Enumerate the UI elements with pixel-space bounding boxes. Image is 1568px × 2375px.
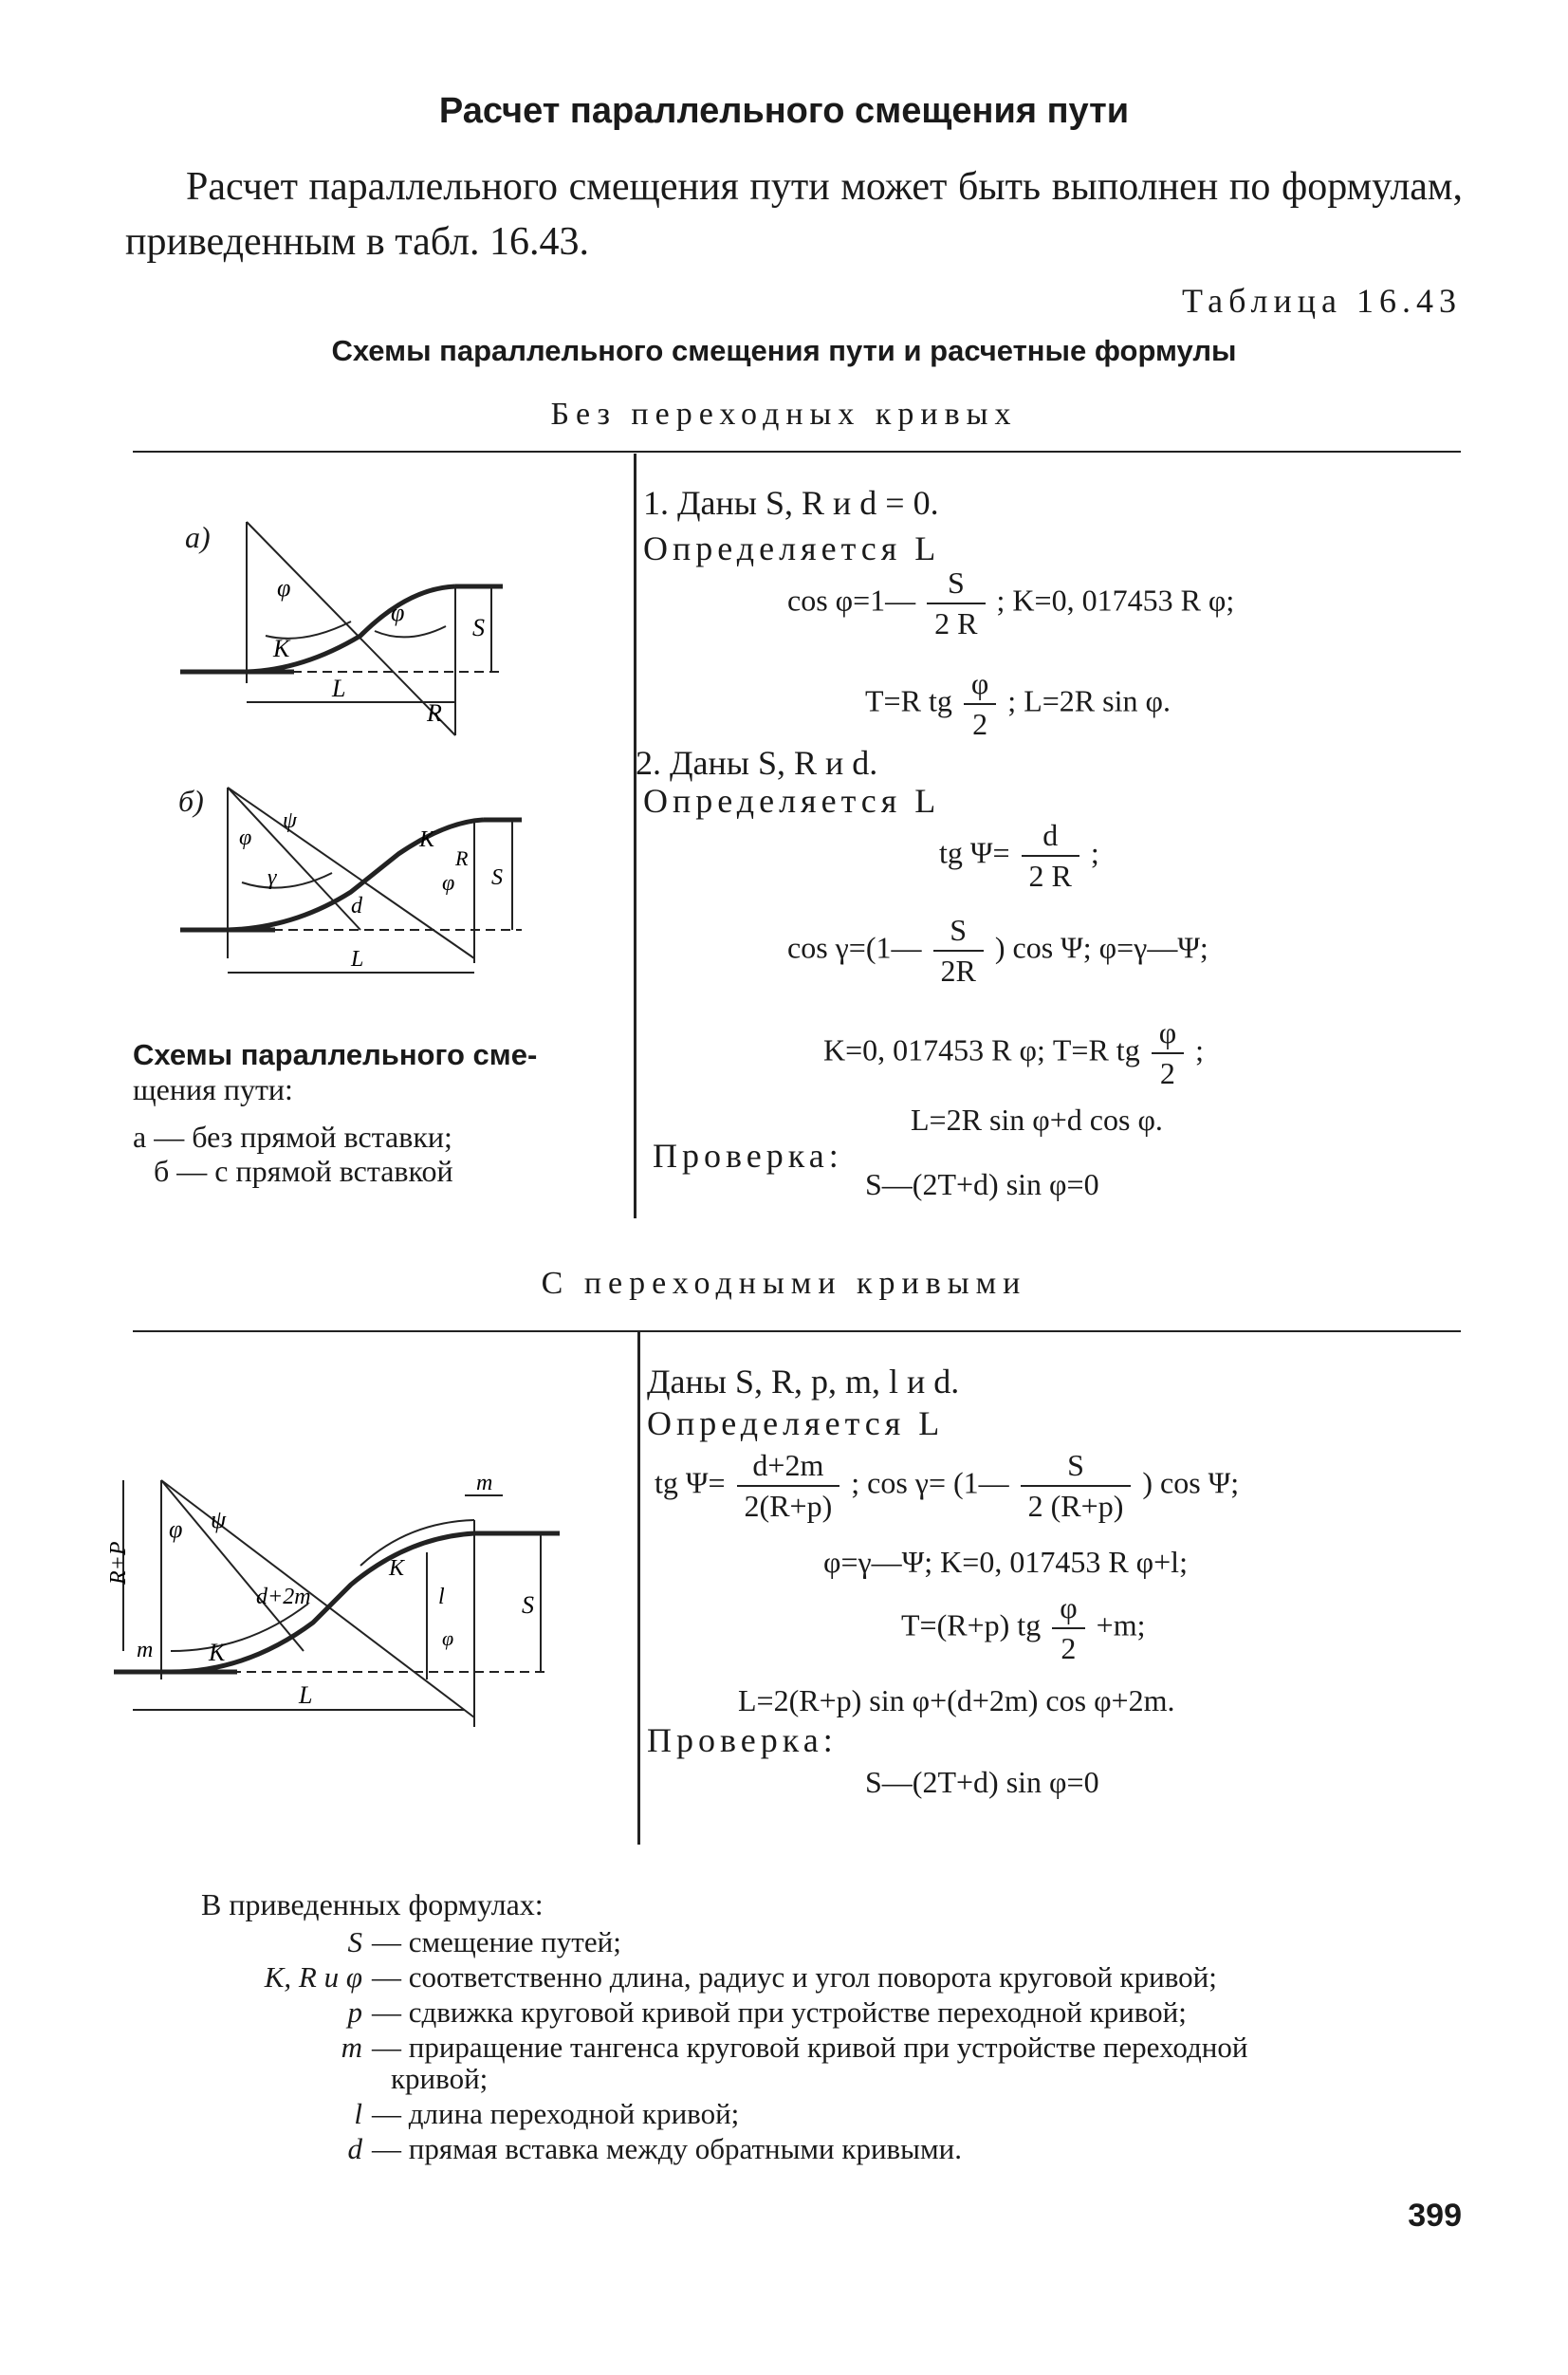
schemes-caption-rest: щения пути:	[133, 1072, 293, 1106]
case2-given: 2. Даны S, R и d.	[636, 744, 878, 782]
fig-a-L: L	[332, 675, 346, 702]
fig-b-S: S	[491, 865, 503, 890]
fig-c-phi-2: φ	[442, 1626, 454, 1650]
case2-f3-left: K=0, 017453 R φ; T=R tg	[823, 1032, 1140, 1067]
case1-find: Определяется L	[643, 529, 941, 567]
fig-c-d2m: d+2m	[256, 1585, 311, 1609]
fig-b-phi: φ	[239, 826, 252, 850]
s2-f3-right: +m;	[1096, 1607, 1146, 1642]
section1-top-rule	[133, 451, 1461, 453]
fig-a-phi-2: φ	[391, 599, 405, 626]
case1-f2-right: ; L=2R sin φ.	[1007, 683, 1171, 718]
s2-f3-left: T=(R+p) tg	[901, 1607, 1042, 1642]
s2-f3-frac: $\frac{\varphi}{2}$	[1052, 1590, 1084, 1666]
case2-check-formula: S—(2T+d) sin φ=0	[865, 1167, 1099, 1201]
s2-f1-right: ) cos Ψ;	[1142, 1465, 1240, 1500]
figure-b-diagram	[171, 778, 569, 996]
case1-f2-left: T=R tg	[865, 683, 952, 718]
figure-a-diagram	[171, 503, 569, 759]
case2-formula-2	[787, 913, 1208, 989]
fig-a-phi-1: φ	[277, 574, 291, 602]
case1-f1-left: cos φ=1—	[787, 583, 916, 618]
s2-formula-3	[901, 1590, 1145, 1666]
fig-a-label: а)	[185, 520, 211, 554]
section2-top-rule	[133, 1330, 1461, 1332]
s2-formula-2: φ=γ—Ψ; K=0, 017453 R φ+l;	[823, 1545, 1188, 1579]
schemes-caption-bold: Схемы параллельного сме-	[133, 1038, 538, 1071]
page-title: Расчет параллельного смещения пути	[438, 91, 1130, 131]
s2-find: Определяется L	[647, 1404, 945, 1442]
fig-b-d: d	[351, 894, 362, 918]
case2-check-label: Проверка:	[653, 1137, 843, 1175]
fig-c-K-right: K	[389, 1556, 405, 1581]
section2-divider	[637, 1332, 640, 1845]
section2-heading: С переходными кривыми	[541, 1266, 1027, 1301]
fig-c-S: S	[522, 1591, 534, 1619]
s2-given: Даны S, R, p, m, l и d.	[647, 1363, 960, 1401]
case2-formula-3	[823, 1015, 1204, 1091]
fig-b-phi-2: φ	[442, 871, 455, 896]
fig-b-gamma: γ	[267, 865, 277, 890]
s2-check-label: Проверка:	[647, 1721, 838, 1759]
table-caption: Схемы параллельного смещения пути и расчетные формулы	[331, 334, 1237, 367]
s2-formula-4: L=2(R+p) sin φ+(d+2m) cos φ+2m.	[738, 1683, 1175, 1717]
s2-f1-left: tg Ψ=	[655, 1465, 726, 1500]
case2-f1-left: tg Ψ=	[939, 835, 1010, 870]
fig-b-psi: ψ	[283, 808, 297, 833]
caption-a: а — без прямой вставки;	[133, 1120, 452, 1154]
case2-f2-right: ) cos Ψ; φ=γ—Ψ;	[994, 930, 1208, 965]
caption-b: б — с прямой вставкой	[154, 1154, 453, 1188]
section1-heading: Без переходных кривых	[550, 397, 1018, 432]
fig-a-K: K	[273, 635, 290, 662]
case1-given: 1. Даны S, R и d = 0.	[643, 484, 939, 522]
case2-f3-frac: $\frac{\varphi}{2}$	[1152, 1015, 1184, 1091]
case2-f2-frac: $\frac{S}{2R}$	[933, 913, 984, 989]
case2-find: Определяется L	[643, 782, 941, 820]
fig-c-phi: φ	[169, 1515, 183, 1543]
intro-paragraph: Расчет параллельного смещения пути может быть выполнен по формулам, приведенным в табл. 16.43.	[125, 165, 1463, 264]
legend-intro: В приведенных формулах:	[201, 1887, 544, 1921]
fig-c-m-left: m	[137, 1638, 154, 1662]
s2-f1-mid: ; cos γ= (1—	[851, 1465, 1009, 1500]
case2-formula-1	[939, 818, 1099, 894]
table-label: Таблица 16.43	[1182, 282, 1462, 320]
case1-formula-2	[865, 666, 1171, 742]
fig-b-L: L	[351, 947, 364, 972]
section1-divider	[634, 454, 636, 1218]
case2-f3-right: ;	[1195, 1032, 1205, 1067]
s2-check-formula: S—(2T+d) sin φ=0	[865, 1765, 1099, 1799]
s2-f1-frac2: $\frac{S}{2 (R+p)}$	[1021, 1448, 1132, 1524]
page-number: 399	[1408, 2198, 1462, 2234]
fig-c-RP: R+P	[106, 1541, 131, 1585]
case1-f1-right: ; K=0, 017453 R φ;	[996, 583, 1235, 618]
case1-f2-frac: $\frac{\varphi}{2}$	[964, 666, 996, 742]
fig-c-psi: ψ	[211, 1506, 227, 1533]
fig-b-R: R	[455, 846, 469, 870]
fig-c-L: L	[299, 1681, 313, 1709]
case2-f1-right: ;	[1090, 835, 1099, 870]
fig-c-K-left: K	[209, 1639, 226, 1666]
fig-a-R: R	[427, 699, 442, 727]
fig-c-l: l	[438, 1585, 445, 1609]
figure-c-diagram	[104, 1461, 579, 1736]
s2-formula-1	[655, 1448, 1239, 1524]
fig-a-S: S	[472, 614, 485, 641]
case2-f1-frac: $\frac{d}{2 R}$	[1022, 818, 1079, 894]
case1-f1-frac: $\frac{S}{2 R}$	[927, 566, 985, 641]
fig-b-label: б)	[178, 784, 204, 818]
case2-f2-left: cos γ=(1—	[787, 930, 922, 965]
legend-list: S — смещение путей; K, R и φ — соответственно длина, радиус и угол поворота круговой кривой; p — сдвижка круговой кривой при устройстве переходной кривой; m — приращение тангенса круговой кривой при устройстве переходной кривой; l — длина переходной кривой; d — прямая вставка между обратными кривыми.	[264, 1925, 1248, 2165]
case2-formula-4: L=2R sin φ+d cos φ.	[911, 1103, 1163, 1137]
fig-b-K: K	[419, 827, 435, 852]
fig-c-m-top: m	[476, 1471, 493, 1495]
case1-formula-1	[787, 566, 1234, 641]
s2-f1-frac: $\frac{d+2m}{2(R+p)}$	[737, 1448, 840, 1524]
